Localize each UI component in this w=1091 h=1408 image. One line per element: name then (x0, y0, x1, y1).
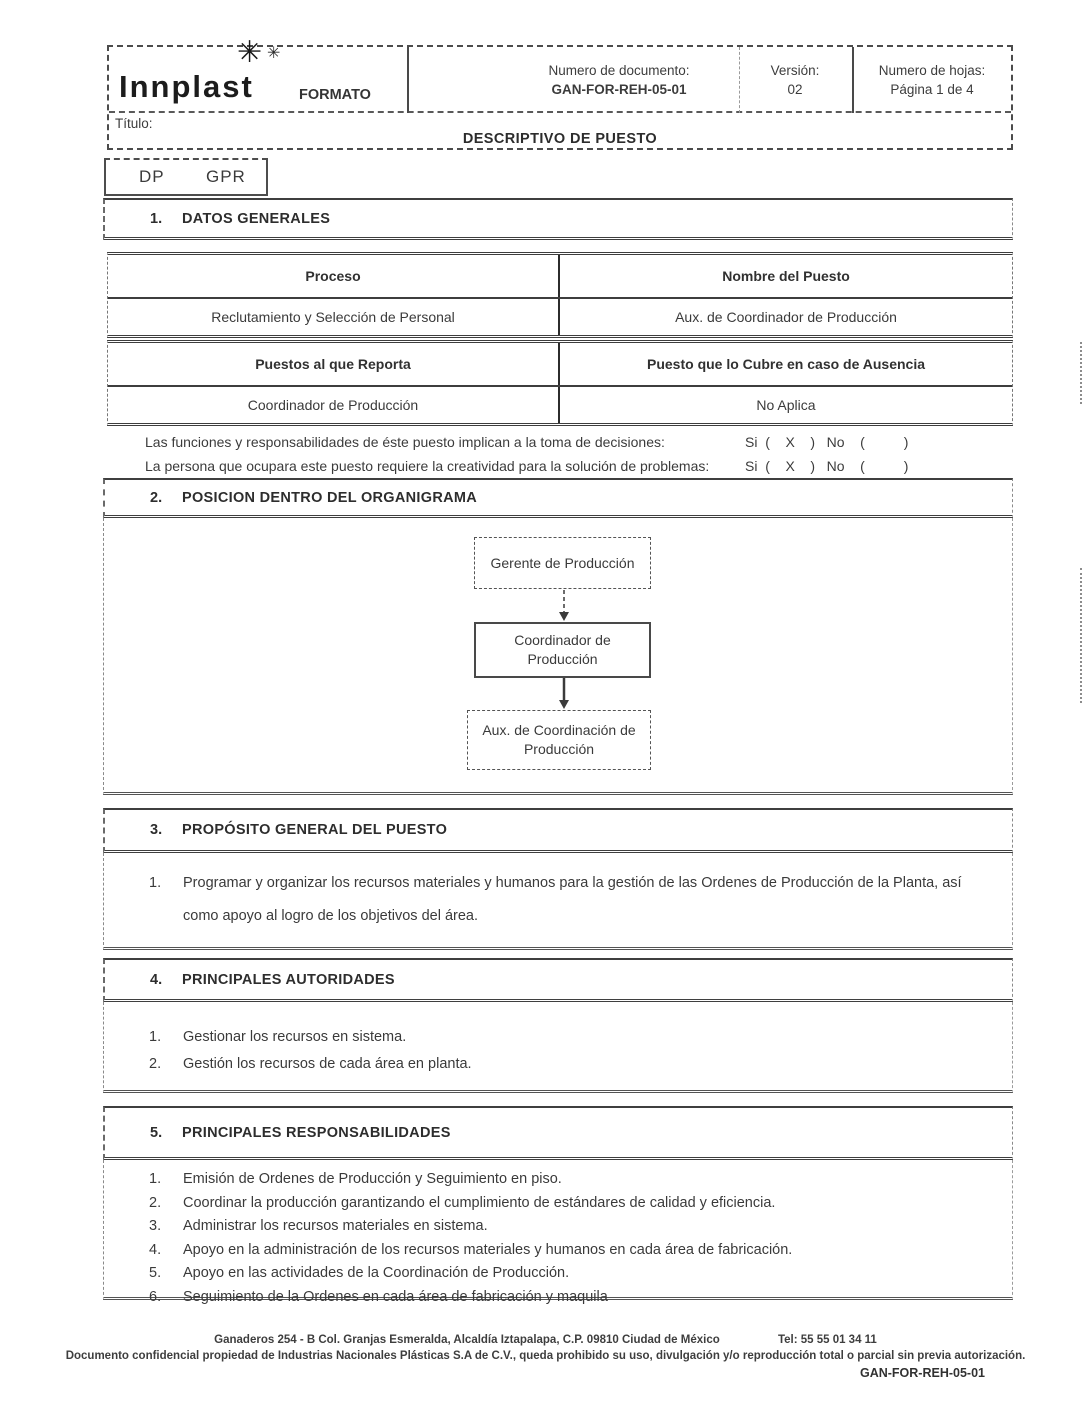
cell-proceso-value: Reclutamiento y Selección de Personal (108, 299, 560, 335)
section2-header (103, 478, 1013, 518)
table-header-row (108, 255, 1012, 299)
document-title: DESCRIPTIVO DE PUESTO (462, 131, 658, 147)
section3-body (103, 853, 1013, 950)
item-number: 2. (149, 1056, 162, 1072)
section-number: 1. (150, 210, 163, 227)
tag-dp: DP (139, 167, 165, 186)
org-node-label: Aux. de Coordinación de Producción (482, 722, 636, 757)
section5-header (103, 1106, 1013, 1160)
item-number: 1. (149, 1171, 162, 1187)
item-number: 3. (149, 1218, 162, 1234)
question-text: La persona que ocupara este puesto requiere la creatividad para la solución de problemas: (145, 458, 710, 474)
section-number: 3. (150, 822, 163, 838)
item-text: Gestionar los recursos en sistema. (183, 1029, 407, 1045)
table-value-row (108, 387, 1012, 423)
header-row-title (109, 113, 1011, 152)
org-node-aux (467, 710, 651, 770)
header-table (107, 36, 1013, 150)
column-header-proceso: Proceso (108, 255, 560, 297)
orgchart-container (103, 518, 1013, 795)
scan-artifact (1080, 342, 1082, 404)
item-text: Programar y organizar los recursos materiales y humanos para la gestión de las Ordenes de Producción de la Planta, así como apoyo al logro de los objetivos del área. (183, 875, 962, 924)
org-node-label: Coordinador de Producción (514, 632, 611, 667)
org-node-label: Gerente de Producción (490, 554, 635, 571)
question-answer: Si ( X ) No ( ) (745, 434, 909, 450)
responsibility-item (149, 1262, 982, 1286)
starburst-small-icon: ✳ (267, 45, 281, 62)
pages-label: Numero de hojas: (878, 63, 986, 78)
footer-address: Ganaderos 254 - B Col. Granjas Esmeralda, Alcaldía Iztapalapa, C.P. 09810 Ciudad de México (214, 1334, 720, 1346)
section3-header (103, 808, 1013, 853)
org-node-gerente (474, 537, 651, 589)
item-text: Coordinar la producción garantizando el cumplimiento de estándares de calidad y eficiencia. (183, 1194, 776, 1211)
section5-body (103, 1160, 1013, 1305)
section-title: DATOS GENERALES (182, 210, 331, 227)
doc-number-label: Numero de documento: (548, 63, 690, 78)
item-text: Gestión los recursos de cada área en planta. (183, 1056, 472, 1072)
pages-cell (852, 47, 1012, 113)
tag-box (104, 158, 268, 196)
section-number: 4. (150, 971, 163, 988)
version-label: Versión: (770, 63, 820, 78)
item-text: Emisión de Ordenes de Producción y Seguimiento en piso. (183, 1171, 562, 1187)
item-number: 2. (149, 1194, 162, 1211)
item-text: Apoyo en la administración de los recursos materiales y humanos en cada área de fabricación. (183, 1241, 793, 1258)
header-row-top (109, 36, 1011, 113)
item-text: Administrar los recursos materiales en sistema. (183, 1218, 488, 1234)
section1-header (103, 198, 1013, 240)
item-number: 5. (149, 1265, 162, 1281)
footer-address-line (0, 1334, 1091, 1346)
down-arrow-icon (556, 590, 572, 622)
tag-gpr: GPR (206, 167, 246, 186)
responsibility-item (149, 1215, 982, 1239)
starburst-icon: ✳ (237, 36, 263, 69)
footer-tel: Tel: 55 55 01 34 11 (777, 1334, 877, 1346)
table-reporta (107, 340, 1013, 426)
question-text: Las funciones y responsabilidades de éste puesto implican a la toma de decisiones: (145, 434, 665, 450)
item-text: Seguimiento de la Ordenes en cada área de fabricación y maquila (183, 1288, 608, 1305)
footer-code: GAN-FOR-REH-05-01 (859, 1366, 985, 1380)
responsibility-item (149, 1239, 982, 1263)
authority-item (149, 1051, 982, 1078)
doc-number-value: GAN-FOR-REH-05-01 (551, 82, 687, 97)
item-number: 1. (149, 875, 162, 891)
footer-confidential: Documento confidencial propiedad de Industrias Nacionales Plásticas S.A de C.V., queda prohibido su uso, divulgación y/o reproducción total o parcial sin previa autorización. (65, 1350, 1026, 1362)
logo-cell (109, 36, 407, 113)
responsibility-item (149, 1192, 982, 1216)
item-number: 6. (149, 1288, 162, 1305)
cell-reporta-value: Coordinador de Producción (108, 387, 560, 423)
table-header-row (108, 343, 1012, 387)
version-value: 02 (787, 82, 803, 97)
responsibility-item (149, 1168, 982, 1192)
column-header-cubre: Puesto que lo Cubre en caso de Ausencia (647, 356, 925, 372)
item-text: Apoyo en las actividades de la Coordinación de Producción. (183, 1265, 570, 1281)
section-title: PRINCIPALES AUTORIDADES (182, 971, 395, 988)
cell-cubre-value: No Aplica (756, 397, 816, 413)
cell-nombre-puesto-value: Aux. de Coordinador de Producción (675, 309, 897, 325)
item-number: 4. (149, 1241, 162, 1258)
section-number: 2. (150, 489, 163, 506)
table-value-row (108, 299, 1012, 335)
section4-body (103, 1002, 1013, 1093)
version-cell (739, 47, 851, 113)
table-proceso (107, 252, 1013, 338)
question-line (145, 434, 1015, 458)
question-answer: Si ( X ) No ( ) (745, 458, 909, 474)
format-label: FORMATO (299, 87, 371, 103)
org-node-coordinador (474, 622, 651, 678)
scan-artifact (1080, 568, 1082, 703)
column-header-nombre-puesto: Nombre del Puesto (722, 268, 850, 284)
section-number: 5. (150, 1124, 163, 1141)
company-logo: Innplast (119, 69, 254, 104)
purpose-item (149, 867, 982, 933)
pages-value: Página 1 de 4 (890, 82, 974, 97)
authority-item (149, 1024, 982, 1051)
section-title: PRINCIPALES RESPONSABILIDADES (182, 1124, 451, 1141)
down-arrow-icon (556, 678, 572, 710)
section-title: PROPÓSITO GENERAL DEL PUESTO (182, 822, 448, 838)
item-number: 1. (149, 1029, 162, 1045)
column-header-reporta: Puestos al que Reporta (108, 343, 560, 385)
section-title: POSICION DENTRO DEL ORGANIGRAMA (182, 489, 478, 506)
section4-header (103, 958, 1013, 1002)
title-label: Título: (115, 116, 153, 131)
responsibility-item (149, 1286, 982, 1310)
